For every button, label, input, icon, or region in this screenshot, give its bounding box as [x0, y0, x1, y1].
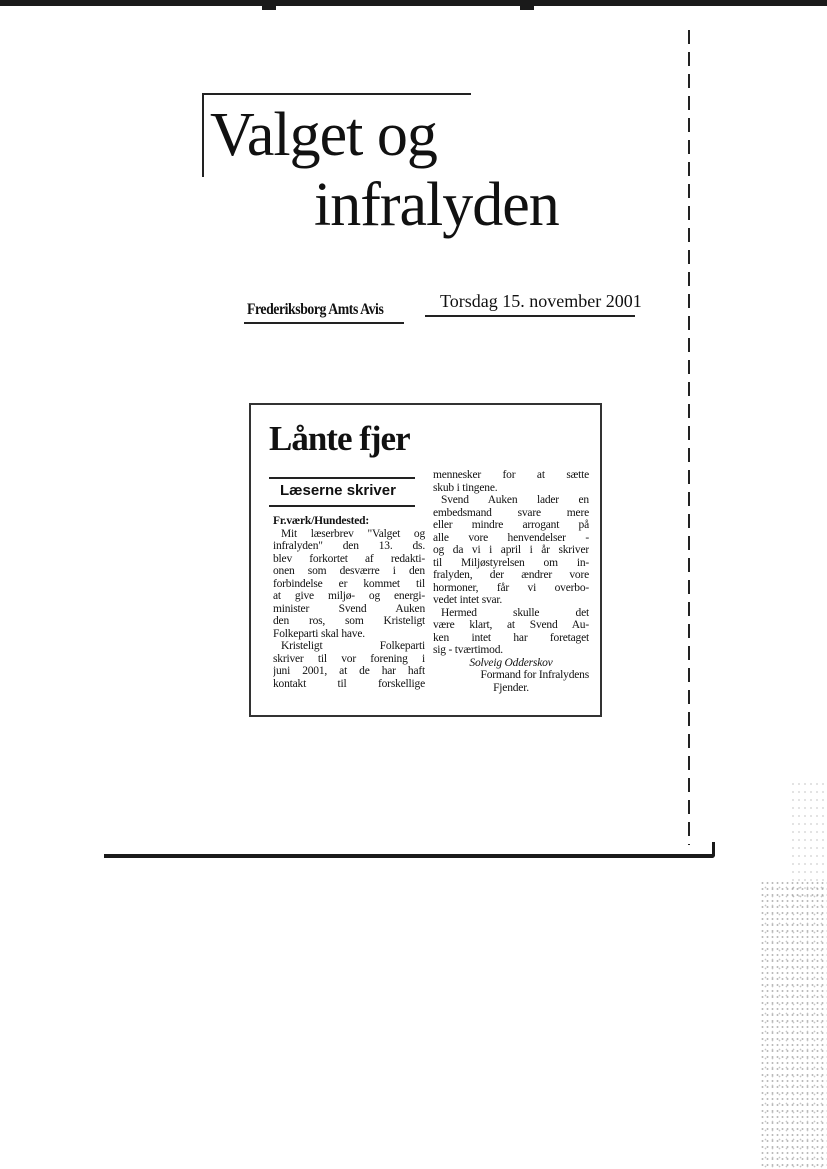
article-text-line: Fjender.: [493, 681, 529, 694]
article-text-line: Svend Auken lader en: [441, 494, 589, 506]
page-bottom-edge: [104, 842, 715, 858]
publication-date: Torsdag 15. november 2001: [440, 291, 642, 311]
article-text-line: Formand for Infralydens: [480, 669, 589, 681]
article-text-line: eller mindre arrogant på: [433, 519, 589, 531]
article-text-line: Solveig Odderskov: [469, 656, 553, 669]
article-text-line: Hermed skulle det: [441, 606, 589, 619]
section-label: Læserne skriver: [280, 482, 396, 499]
article-column-left: [273, 515, 425, 690]
page-headline: [210, 100, 640, 240]
newspaper-clipping: [249, 403, 602, 717]
article-text-line: onen som desværre i den: [273, 565, 425, 577]
article-text-line: Kristeligt Folkeparti: [281, 640, 425, 652]
headline-rule: [203, 93, 471, 95]
article-text-line: Mit læserbrev "Valget og: [281, 527, 425, 540]
article-text-line: mennesker for at sætte: [433, 469, 589, 481]
article-text-line: sig - tværtimod.: [433, 644, 503, 656]
article-text-line: skriver til vor forening i: [273, 652, 425, 665]
scan-top-edge: [0, 0, 827, 6]
article-text-line: ken intet har foretaget: [433, 631, 589, 644]
article-text-line: embedsmand svare mere: [433, 506, 589, 519]
article-text-line: skub i tingene.: [433, 481, 498, 494]
page-right-edge: [688, 30, 690, 845]
clipping-title: Lånte fjer: [269, 419, 410, 458]
article-text-line: juni 2001, at de har haft: [273, 665, 425, 677]
headline-rule: [202, 93, 204, 177]
source-attribution: [244, 291, 642, 331]
article-text-line: kontakt til forskellige: [273, 677, 425, 690]
source-rule: [425, 315, 635, 317]
article-text-line: Fr.værk/Hundested:: [273, 515, 369, 527]
article-text-line: alle vore henvendelser -: [433, 531, 589, 544]
article-text-line: og da vi i april i år skriver: [433, 544, 589, 556]
article-column-right: [433, 469, 589, 694]
article-text-line: forbindelse er kommet til: [273, 577, 425, 590]
source-rule: [244, 322, 404, 324]
scan-top-notch: [262, 0, 276, 10]
newspaper-name: Frederiksborg Amts Avis: [247, 301, 384, 318]
article-text-line: minister Svend Auken: [273, 602, 425, 615]
article-text-line: Folkeparti skal have.: [273, 627, 365, 640]
article-text-line: den ros, som Kristeligt: [273, 615, 425, 627]
headline-line: Valget og: [210, 101, 437, 169]
article-text-line: hormoner, får vi overbo-: [433, 581, 589, 594]
article-text-line: blev forkortet af redakti-: [273, 552, 425, 565]
article-text-line: til Miljøstyrelsen om in-: [433, 556, 589, 569]
headline-line: infralyden: [314, 171, 559, 239]
scan-noise: [790, 780, 827, 900]
article-text-line: infralyden" den 13. ds.: [273, 540, 425, 552]
article-text-line: vedet intet svar.: [433, 594, 503, 606]
scan-noise: [760, 880, 827, 1169]
article-text-line: være klart, at Svend Au-: [433, 619, 589, 631]
article-text-line: fralyden, der ændrer vore: [433, 569, 589, 581]
section-header: [269, 477, 415, 507]
scan-top-notch: [520, 0, 534, 10]
article-text-line: at give miljø- og energi-: [273, 590, 425, 602]
